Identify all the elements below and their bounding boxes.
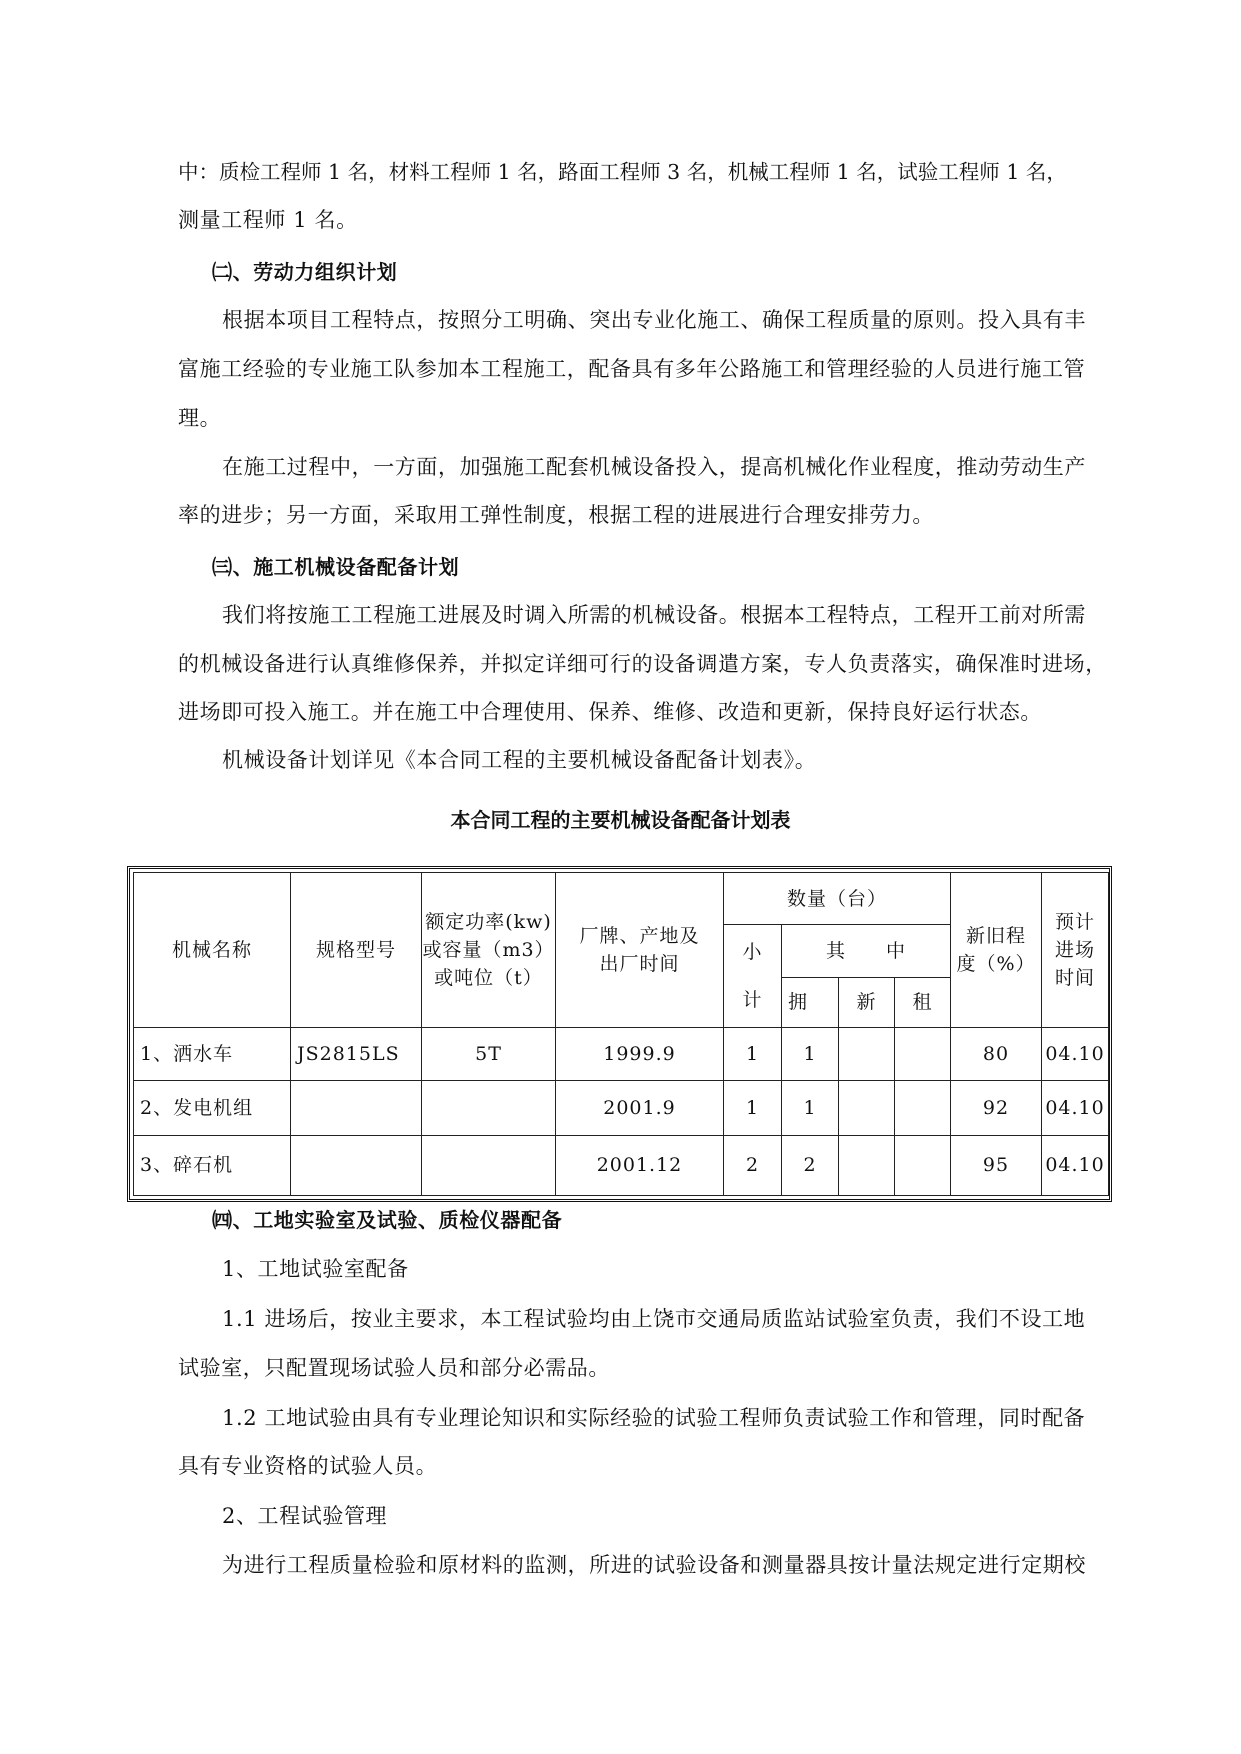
- cell-rent: [895, 1027, 951, 1080]
- header-brand-line: 出厂时间: [599, 952, 680, 975]
- paragraph-line: 富施工经验的专业施工队参加本工程施工，配备具有多年公路施工和管理经验的人员进行施工管: [178, 357, 1086, 381]
- table-title: 本合同工程的主要机械设备配备计划表: [450, 808, 791, 832]
- cell-power: [422, 1135, 556, 1195]
- table-row: [134, 1081, 1109, 1136]
- header-condition: [951, 873, 1042, 1028]
- paragraph-line: 试验室，只配置现场试验人员和部分必需品。: [178, 1356, 610, 1380]
- header-brand-line: 厂牌、产地及: [579, 924, 700, 947]
- cell-subtotal: 1: [724, 1027, 782, 1080]
- header-rent: 租: [895, 977, 951, 1027]
- header-machine-name: 机械名称: [134, 873, 291, 1028]
- paragraph-line: 我们将按施工工程施工进展及时调入所需的机械设备。根据本工程特点，工程开工前对所需: [222, 603, 1086, 627]
- header-condition-line: 度（%）: [956, 952, 1036, 975]
- cell-arrival: 04.10: [1042, 1081, 1109, 1136]
- paragraph-line: 的机械设备进行认真维修保养，并拟定详细可行的设备调遣方案，专人负责落实，确保准时进场，: [178, 652, 1107, 676]
- section-heading: ㈡、劳动力组织计划: [212, 260, 398, 284]
- header-subtotal-line: 计: [742, 989, 763, 1012]
- paragraph-line: 测量工程师 1 名。: [178, 208, 358, 232]
- equipment-table: [133, 872, 1109, 1196]
- cell-own: 2: [782, 1135, 839, 1195]
- header-subtotal-line: 小: [742, 941, 763, 964]
- cell-own: 1: [782, 1081, 839, 1136]
- header-brand: [556, 873, 724, 1028]
- cell-condition: 95: [951, 1135, 1042, 1195]
- header-model: 规格型号: [291, 873, 422, 1028]
- cell-name: 2、发电机组: [134, 1081, 291, 1136]
- cell-arrival: 04.10: [1042, 1027, 1109, 1080]
- section-heading: ㈢、施工机械设备配备计划: [212, 555, 460, 579]
- header-quantity: 数量（台）: [724, 873, 951, 925]
- cell-condition: 80: [951, 1027, 1042, 1080]
- header-among: 其 中: [782, 925, 951, 977]
- cell-condition: 92: [951, 1081, 1042, 1136]
- header-power-line: 或吨位（t）: [434, 966, 543, 989]
- cell-name: 3、碎石机: [134, 1135, 291, 1195]
- paragraph-line: 中：质检工程师 1 名，材料工程师 1 名，路面工程师 3 名，机械工程师 1 名，试验工程师 1 名，: [178, 160, 1067, 184]
- paragraph-line: 理。: [178, 406, 222, 430]
- table-row: [134, 1135, 1109, 1195]
- cell-brand: 2001.12: [556, 1135, 724, 1195]
- header-power-line: 或容量（m3）: [422, 938, 555, 961]
- cell-rent: [895, 1081, 951, 1136]
- cell-subtotal: 2: [724, 1135, 782, 1195]
- header-own: 拥: [782, 977, 839, 1027]
- cell-new: [839, 1135, 895, 1195]
- cell-subtotal: 1: [724, 1081, 782, 1136]
- subsection-heading: 2、工程试验管理: [222, 1504, 388, 1528]
- equipment-table-frame: [127, 866, 1112, 1202]
- cell-model: [291, 1081, 422, 1136]
- cell-power: 5T: [422, 1027, 556, 1080]
- cell-model: [291, 1135, 422, 1195]
- table-row: [134, 1027, 1109, 1080]
- cell-own: 1: [782, 1027, 839, 1080]
- header-condition-line: 新旧程: [966, 924, 1027, 947]
- paragraph-line: 1.1 进场后，按业主要求，本工程试验均由上饶市交通局质监站试验室负责，我们不设工地: [222, 1307, 1086, 1331]
- header-subtotal: [724, 925, 782, 1028]
- cell-brand: 2001.9: [556, 1081, 724, 1136]
- paragraph-line: 为进行工程质量检验和原材料的监测，所进的试验设备和测量器具按计量法规定进行定期校: [222, 1553, 1086, 1577]
- paragraph-line: 机械设备计划详见《本合同工程的主要机械设备配备计划表》。: [222, 748, 817, 772]
- cell-brand: 1999.9: [556, 1027, 724, 1080]
- header-new: 新: [839, 977, 895, 1027]
- cell-power: [422, 1081, 556, 1136]
- paragraph-line: 具有专业资格的试验人员。: [178, 1454, 438, 1478]
- section-heading: ㈣、工地实验室及试验、质检仪器配备: [212, 1208, 563, 1232]
- header-arrival-line: 进场: [1055, 938, 1096, 961]
- cell-rent: [895, 1135, 951, 1195]
- header-power-line: 额定功率(kw): [425, 910, 552, 933]
- paragraph-line: 进场即可投入施工。并在施工中合理使用、保养、维修、改造和更新，保持良好运行状态。: [178, 700, 1042, 724]
- cell-new: [839, 1027, 895, 1080]
- header-power: [422, 873, 556, 1028]
- cell-new: [839, 1081, 895, 1136]
- header-arrival: [1042, 873, 1109, 1028]
- cell-name: 1、洒水车: [134, 1027, 291, 1080]
- cell-arrival: 04.10: [1042, 1135, 1109, 1195]
- header-arrival-line: 时间: [1055, 966, 1096, 989]
- paragraph-line: 根据本项目工程特点，按照分工明确、突出专业化施工、确保工程质量的原则。投入具有丰: [222, 308, 1086, 332]
- paragraph-line: 1.2 工地试验由具有专业理论知识和实际经验的试验工程师负责试验工作和管理，同时配备: [222, 1406, 1086, 1430]
- cell-model: JS2815LS: [291, 1027, 422, 1080]
- paragraph-line: 在施工过程中，一方面，加强施工配套机械设备投入，提高机械化作业程度，推动劳动生产: [222, 455, 1086, 479]
- header-arrival-line: 预计: [1055, 910, 1096, 933]
- paragraph-line: 率的进步；另一方面，采取用工弹性制度，根据工程的进展进行合理安排劳力。: [178, 503, 934, 527]
- subsection-heading: 1、工地试验室配备: [222, 1257, 409, 1281]
